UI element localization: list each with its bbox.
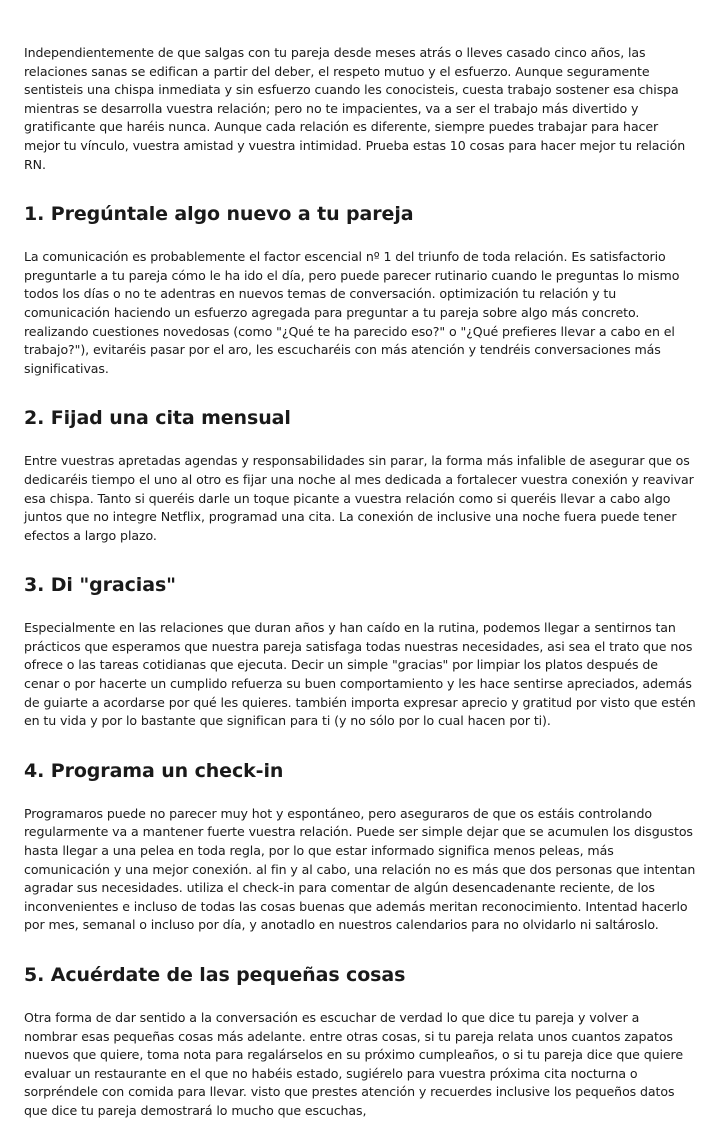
section-paragraph-3: Especialmente en las relaciones que duran años y han caído en la rutina, podemos llegar a sentirnos tan prácticos que esperamos que nuestra pareja satisfaga todas nuestras necesidades, asi sea el trato que nos ofrece o las tareas cotidianas que ejecuta. Decir un simple "gracias" por limpiar los platos después de cenar o por hacerte un cumplido refuerza su buen comportamiento y les hace sentirse apreciados, además de guiarte a acordarse por qué les quieres. también importa expresar aprecio y gratitud por visto que estén en tu vida y por lo bastante que significan para ti (y no sólo por lo cual hacen por ti).	[24, 620, 696, 729]
section-paragraph-4: Programaros puede no parecer muy hot y espontáneo, pero aseguraros de que os estáis controlando regularmente va a mantener fuerte vuestra relación. Puede ser simple dejar que se acumulen los disgustos hasta llegar a una pelea en toda regla, por lo que estar informado significa menos peleas, más comunicación y una mejor conexión. al fin y al cabo, una relación no es más que dos personas que intentan agradar sus necesidades. utiliza el check-in para comentar de algún desencadenante reciente, de los inconvenientes e incluso de todas las cosas buenas que además meritan reconocimiento. Intentad hacerlo por mes, semanal o incluso por día, y anotadlo en nuestros calendarios para no olvidarlo ni saltároslo.	[24, 805, 696, 933]
section-paragraph-5: Otra forma de dar sentido a la conversación es escuchar de verdad lo que dice tu pareja y volver a nombrar esas pequeñas cosas más adelante. entre otras cosas, si tu pareja relata unos cuantos zapatos nuevos que quiere, toma nota para regalárselos en su próximo cumpleaños, o si tu pareja dice que quiere evaluar un restaurante en el que no habéis estado, sugiérelo para vuestra próxima cita nocturna o sorpréndele con comida para llevar. visto que prestes atención y recuerdes inclusive los pequeños datos que dice tu pareja demostrará lo mucho que escuchas,	[24, 1010, 684, 1118]
section-heading-1: 1. Pregúntale algo nuevo a tu pareja	[24, 203, 414, 226]
section-heading-2: 2. Fijad una cita mensual	[24, 407, 291, 430]
section-heading-3: 3. Di "gracias"	[24, 574, 176, 597]
intro-paragraph: Independientemente de que salgas con tu pareja desde meses atrás o lleves casado cinco años, las relaciones sanas se edifican a partir del deber, el respeto mutuo y el esfuerzo. Aunque seguramente sentisteis una chispa inmediata y sin esfuerzo cuando les conocisteis, cuesta trabajo sostener esa chispa mientras se desarrolla vuestra relación; pero no te impacientes, va a ser el trabajo más divertido y gratificante que haréis nunca. Aunque cada relación es diferente, siempre puedes trabajar para hacer mejor tu vínculo, vuestra amistad y vuestra intimidad. Prueba estas 10 cosas para hacer mejor tu relación RN.	[24, 45, 686, 172]
section-paragraph-1: La comunicación es probablemente el factor escencial nº 1 del triunfo de toda relación. Es satisfactorio preguntarle a tu pareja cómo le ha ido el día, pero puede parecer rutinario cuando le preguntas lo mismo todos los días o no te adentras en nuevos temas de conversación. optimización tu relación y tu comunicación haciendo un esfuerzo agregada para preguntar a tu pareja sobre algo más concreto. realizando cuestiones novedosas (como "¿Qué te ha parecido eso?" o "¿Qué prefieres llevar a cabo en el trabajo?"), evitaréis pasar por el aro, les escucharéis con más atención y tendréis conversaciones más significativas.	[24, 249, 680, 376]
section-heading-5: 5. Acuérdate de las pequeñas cosas	[24, 964, 406, 986]
section-heading-4: 4. Programa un check-in	[24, 759, 284, 782]
section-paragraph-2: Entre vuestras apretadas agendas y responsabilidades sin parar, la forma más infalible de asegurar que os dedicaréis tiempo el uno al otro es fijar una noche al mes dedicada a fortalecer vuestra conexión y reavivar esa chispa. Tanto si queréis darle un toque picante a vuestra relación como si queréis llevar a cabo algo juntos que no integre Netflix, programad una cita. La conexión de inclusive una noche fuera puede tener efectos a largo plazo.	[24, 453, 694, 543]
